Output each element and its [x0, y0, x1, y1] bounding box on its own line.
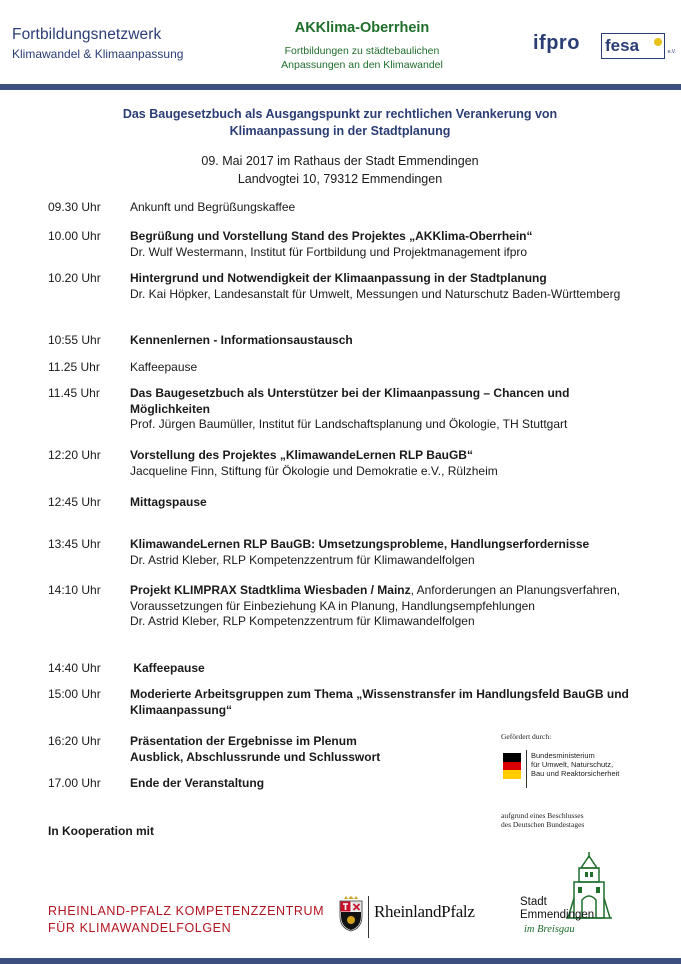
program-time: 12:45 Uhr [48, 495, 101, 509]
bmu-line2: für Umwelt, Naturschutz, [531, 760, 614, 769]
ifpro-logo: ifpro [533, 32, 580, 54]
program-text: Ankunft und Begrüßungskaffee [130, 200, 296, 214]
program-heading: Moderierte Arbeitsgruppen zum Thema „Wissenstransfer im Handlungsfeld BauGB und Klimaanpassung“ [130, 687, 629, 717]
program-body [130, 734, 430, 765]
program-heading: KlimawandeLernen RLP BauGB: Umsetzungsprobleme, Handlungserfordernisse [130, 537, 590, 551]
rlp-komp-line1: RHEINLAND-PFALZ KOMPETENZZENTRUM [48, 904, 325, 918]
program-body [130, 448, 640, 479]
akklima-subtitle-line2: Anpassungen an den Klimawandel [281, 59, 443, 71]
program-time: 11.45 Uhr [48, 386, 100, 400]
program-time: 10.00 Uhr [48, 229, 101, 243]
program-heading: Kennenlernen - Informationsaustausch [130, 333, 353, 347]
bmu-text [531, 751, 619, 778]
program-time: 16:20 Uhr [48, 734, 101, 748]
rlp-divider [368, 896, 369, 938]
network-subtitle: Klimawandel & Klimaanpassung [12, 47, 184, 61]
program-time: 14:10 Uhr [48, 583, 101, 597]
akklima-subtitle [262, 44, 462, 72]
program-heading: Präsentation der Ergebnisse im Plenum [130, 734, 357, 748]
program-heading: Begrüßung und Vorstellung Stand des Projektes „AKKlima-Oberrhein“ [130, 229, 533, 243]
rlp-crest-icon [338, 896, 364, 932]
akklima-title: AKKlima-Oberrhein [294, 20, 430, 36]
program-heading: Vorstellung des Projektes „KlimawandeLernen RLP BauGB“ [130, 448, 473, 462]
program-speaker: Prof. Jürgen Baumüller, Institut für Landschaftsplanung und Ökologie, TH Stuttgart [130, 417, 568, 431]
funded-by-label: Gefördert durch: [501, 732, 552, 741]
program-body [130, 495, 640, 511]
bmu-logo [501, 750, 651, 790]
emmendingen-line1: Stadt [520, 896, 547, 908]
event-title [40, 106, 640, 140]
program-heading-rest: , Anforderungen an Planungsverfahren, Voraussetzungen für Einbeziehung KA in Planung, Handlungsempfehlungen [130, 583, 621, 613]
program-heading [130, 583, 640, 614]
fesa-logo [601, 33, 676, 59]
program-heading: Ende der Veranstaltung [130, 776, 265, 790]
program-heading: Mittagspause [130, 495, 207, 509]
event-address: Landvogtei 10, 79312 Emmendingen [237, 172, 443, 186]
emmendingen-line3: im Breisgau [524, 924, 575, 935]
akklima-logo [262, 20, 462, 72]
program-body [130, 229, 640, 260]
fesa-logo-text: fesa [605, 36, 640, 55]
program-speaker: Dr. Kai Höpker, Landesanstalt für Umwelt, Messungen und Naturschutz Baden-Württemberg [130, 286, 621, 301]
program-body [130, 386, 640, 433]
rheinland-pfalz-logo: RheinlandPfalz [374, 902, 475, 921]
program-heading-bold: Projekt KLIMPRAX Stadtklima Wiesbaden / Mainz [130, 583, 411, 597]
cooperation-label: In Kooperation mit [48, 824, 154, 838]
event-date-place: 09. Mai 2017 im Rathaus der Stadt Emmendingen [201, 154, 479, 168]
program-speaker: Dr. Astrid Kleber, RLP Kompetenzzentrum für Klimawandelfolgen [130, 614, 475, 628]
program-time: 11.25 Uhr [48, 360, 100, 374]
program-body [130, 687, 630, 718]
program-heading: Hintergrund und Notwendigkeit der Klimaanpassung in der Stadtplanung [130, 271, 547, 285]
program-time: 13:45 Uhr [48, 537, 101, 551]
emmendingen-logo [520, 850, 620, 950]
akklima-subtitle-line1: Fortbildungen zu städtebaulichen [284, 45, 440, 57]
bmu-line1: Bundesministerium [531, 751, 595, 760]
bmu-line3: Bau und Reaktorsicherheit [531, 769, 620, 778]
program-time: 12:20 Uhr [48, 448, 101, 462]
program-heading: Das Baugesetzbuch als Unterstützer bei der Klimaanpassung – Chancen und Möglichkeiten [130, 386, 570, 416]
program-speaker: Jacqueline Finn, Stiftung für Ökologie und Demokratie e.V., Rülzheim [130, 463, 498, 478]
program-time: 14:40 Uhr [48, 661, 101, 675]
program-speaker: Dr. Wulf Westermann, Institut für Fortbildung und Projektmanagement ifpro [130, 244, 528, 259]
program-body [130, 333, 640, 349]
program-time: 09.30 Uhr [48, 200, 101, 214]
footer-divider [0, 958, 681, 964]
decision-line1: aufgrund eines Beschlusses [501, 811, 584, 820]
program-time: 10.20 Uhr [48, 271, 101, 285]
program-time: 15:00 Uhr [48, 687, 101, 701]
program-time: 10:55 Uhr [48, 333, 101, 347]
fesa-logo-suffix: e.V. [667, 49, 676, 55]
program-body [130, 271, 640, 302]
program-text: Kaffeepause [130, 360, 198, 374]
rlp-komp-line2: FÜR KLIMAWANDELFOLGEN [48, 921, 232, 935]
page-header [0, 0, 681, 88]
network-title: Fortbildungsnetzwerk [12, 26, 162, 43]
german-flag-icon [503, 753, 521, 779]
program-body [130, 583, 640, 630]
program-body [130, 360, 640, 376]
header-divider [0, 84, 681, 90]
program-heading: Kaffeepause [130, 661, 205, 675]
program-speaker: Dr. Astrid Kleber, RLP Kompetenzzentrum für Klimawandelfolgen [130, 552, 475, 567]
event-title-line2: Klimaanpassung in der Stadtplanung [229, 124, 451, 138]
program-body [130, 661, 640, 677]
event-meta [40, 152, 640, 188]
program-body [130, 776, 430, 792]
bundestag-decision [501, 811, 584, 829]
network-logo [12, 26, 183, 61]
event-title-line1: Das Baugesetzbuch als Ausgangspunkt zur rechtlichen Verankerung von [122, 107, 558, 121]
program-heading-2: Ausblick, Abschlussrunde und Schlusswort [130, 749, 381, 764]
program-body [130, 537, 640, 568]
emmendingen-line2: Emmendingen [520, 909, 595, 921]
bmu-divider [526, 750, 527, 788]
decision-line2: des Deutschen Bundestages [501, 820, 585, 829]
rlp-kompetenzzentrum-logo [48, 903, 324, 937]
program-body [130, 200, 640, 216]
sun-icon [654, 38, 662, 46]
program-time: 17.00 Uhr [48, 776, 101, 790]
